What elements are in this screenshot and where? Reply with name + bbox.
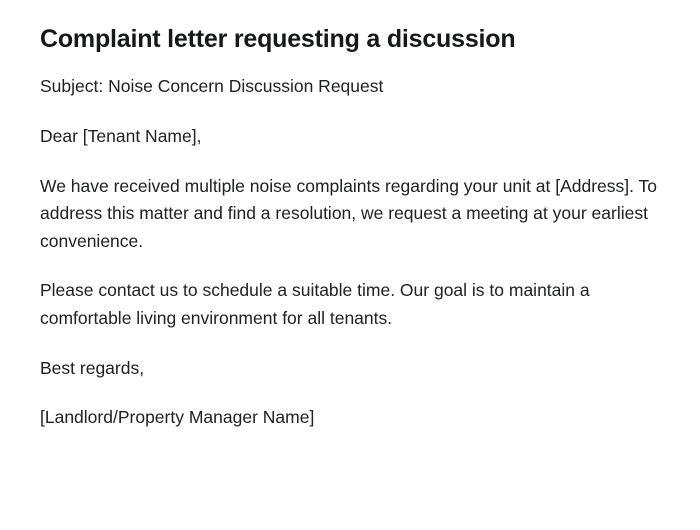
paragraph-request-contact: Please contact us to schedule a suitable time. Our goal is to maintain a comfortable living environment for all tenants. <box>40 280 590 329</box>
paragraph-salutation: Dear [Tenant Name], <box>40 125 202 146</box>
paragraph-complaint-details: We have received multiple noise complaints regarding your unit at [Address]. To address this matter and find a resolution, we request a meeting at your earliest convenience. <box>40 175 658 251</box>
paragraph-subject: Subject: Noise Concern Discussion Request <box>40 76 384 97</box>
page-title: Complaint letter requesting a discussion <box>40 25 516 53</box>
document-body <box>40 73 660 432</box>
paragraph-closing: Best regards, <box>40 357 145 378</box>
paragraph-signature: [Landlord/Property Manager Name] <box>40 407 315 428</box>
